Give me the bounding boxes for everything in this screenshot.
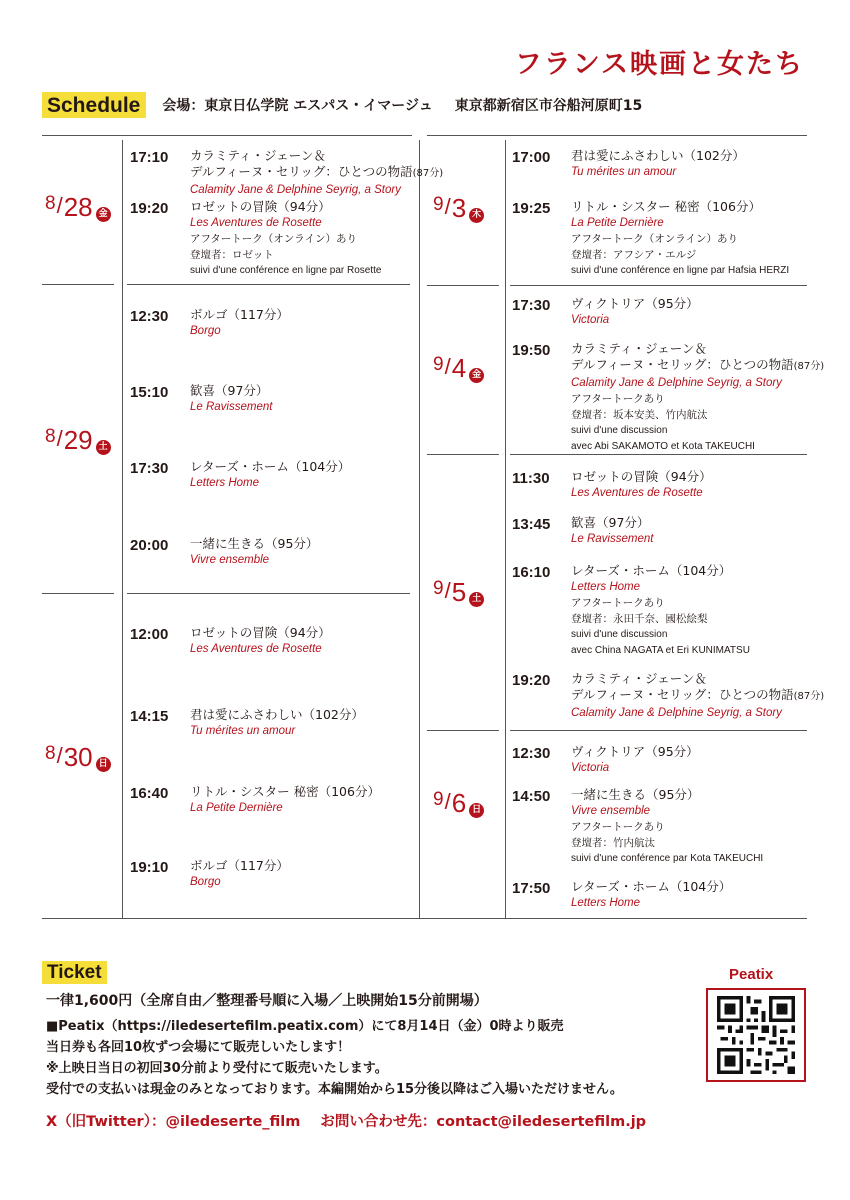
film-title-fr: Calamity Jane & Delphine Seyrig, a Story bbox=[571, 377, 782, 389]
showtime: 12:30 bbox=[512, 745, 551, 762]
event-note-jp: 登壇者：永田千奈、國松絵梨 bbox=[571, 613, 708, 625]
date-day: 30 bbox=[63, 742, 93, 772]
ticket-peatix-line: ■Peatix（https://iledesertefilm.peatix.com）にて8月14日（金）0時より販売 bbox=[46, 1019, 564, 1034]
date-slash: / bbox=[444, 354, 451, 379]
peatix-qr-frame[interactable] bbox=[706, 988, 806, 1082]
film-title-fr: Vivre ensemble bbox=[571, 805, 651, 817]
date-month: 9 bbox=[433, 578, 444, 599]
schedule-badge: Schedule bbox=[42, 92, 146, 118]
film-title-jp: ロゼットの冒険（94分） bbox=[190, 625, 331, 640]
film-title-jp: ボルゴ（117分） bbox=[190, 858, 289, 873]
screening-info bbox=[190, 459, 350, 491]
event-note-fr: avec China NAGATA et Eri KUNIMATSU bbox=[571, 645, 750, 656]
film-duration: (87分) bbox=[412, 168, 444, 179]
divider-middle bbox=[419, 140, 420, 918]
date-month: 8 bbox=[45, 193, 56, 214]
day-of-week-badge: 日 bbox=[96, 757, 111, 772]
film-duration: (87分) bbox=[793, 361, 825, 372]
screening-info bbox=[571, 879, 731, 911]
showtime: 12:30 bbox=[130, 308, 169, 325]
event-note-fr: suivi d'une conférence en ligne par Rosette bbox=[190, 265, 382, 276]
showtime: 19:25 bbox=[512, 200, 551, 217]
screening-info bbox=[190, 858, 289, 890]
rule-left-day-2 bbox=[42, 593, 114, 594]
event-note-jp: 登壇者：坂本安美、竹内航汰 bbox=[571, 409, 708, 421]
event-note-jp: アフタートーク（オンライン）あり bbox=[571, 233, 738, 245]
film-title-jp: カラミティ・ジェーン＆ bbox=[571, 671, 708, 686]
day-of-week-badge: 日 bbox=[469, 803, 484, 818]
event-note-fr: suivi d'une discussion bbox=[571, 629, 668, 640]
screening-info bbox=[190, 625, 331, 657]
film-title-jp: デルフィーヌ・セリッグ：ひとつの物語(87分) bbox=[190, 164, 444, 179]
rule-right-day-3 bbox=[427, 730, 499, 731]
film-title-jp: ヴィクトリア（95分） bbox=[571, 744, 699, 759]
day-of-week-badge: 土 bbox=[469, 592, 484, 607]
film-title-jp: レターズ・ホーム（104分） bbox=[571, 563, 732, 578]
ticket-note-line: ※上映日当日の初回30分前より受付にて販売いたします。 bbox=[46, 1061, 388, 1076]
screening-info bbox=[190, 199, 381, 279]
film-title-fr: Tu mérites un amour bbox=[571, 166, 677, 178]
ticket-payment-line: 受付での支払いは現金のみとなっております。本編開始から15分後以降はご入場いただけません。 bbox=[46, 1082, 623, 1097]
event-note-jp: 登壇者：竹内航汰 bbox=[571, 837, 655, 849]
event-note-fr: suivi d'une conférence par Kota TAKEUCHI bbox=[571, 853, 764, 864]
film-title-jp: ボルゴ（117分） bbox=[190, 307, 289, 322]
rule-top-left bbox=[42, 135, 412, 136]
date-slash: / bbox=[444, 789, 451, 814]
showtime: 13:45 bbox=[512, 516, 551, 533]
film-title-fr: Borgo bbox=[190, 876, 221, 888]
screening-info bbox=[190, 784, 380, 816]
film-title-fr: Victoria bbox=[571, 762, 610, 774]
ticket-door-line: 当日券も各回10枚ずつ会場にて販売しいたします！ bbox=[46, 1040, 351, 1055]
date-slash: / bbox=[56, 743, 63, 768]
date-day: 4 bbox=[451, 353, 467, 383]
event-note-jp: 登壇者：アフシア・エルジ bbox=[571, 249, 697, 261]
event-note-fr: avec Abi SAKAMOTO et Kota TAKEUCHI bbox=[571, 441, 755, 452]
film-title-fr: Letters Home bbox=[571, 581, 641, 593]
day-of-week-badge: 金 bbox=[469, 368, 484, 383]
date-month: 9 bbox=[433, 354, 444, 375]
screening-info bbox=[190, 707, 364, 739]
film-title-fr: Calamity Jane & Delphine Seyrig, a Story bbox=[571, 707, 782, 719]
film-title-jp: 歓喜（97分） bbox=[190, 383, 269, 398]
film-title-jp: 君は愛にふさわしい（102分） bbox=[190, 707, 364, 722]
rule-top-right bbox=[427, 135, 807, 136]
day-of-week-badge: 木 bbox=[469, 208, 484, 223]
film-title-jp: リトル・シスター 秘密（106分） bbox=[571, 199, 761, 214]
page-title: フランス映画と女たち bbox=[514, 49, 804, 80]
date-month: 9 bbox=[433, 194, 444, 215]
screening-info bbox=[571, 563, 750, 659]
screening-info bbox=[571, 296, 699, 328]
screening-info bbox=[571, 148, 745, 180]
showtime: 20:00 bbox=[130, 537, 169, 554]
film-title-fr: Victoria bbox=[571, 314, 610, 326]
showtime: 19:10 bbox=[130, 859, 169, 876]
venue-name: 会場：東京日仏学院 エスパス・イマージュ bbox=[162, 98, 433, 114]
film-title-jp: デルフィーヌ・セリッグ：ひとつの物語(87分) bbox=[571, 687, 825, 702]
ticket-price-line: 一律1,600円（全席自由／整理番号順に入場／上映開始15分前開場） bbox=[46, 993, 488, 1009]
film-title-fr: Tu mérites un amour bbox=[190, 725, 296, 737]
date-slash: / bbox=[56, 426, 63, 451]
film-title-jp: ロゼットの冒険（94分） bbox=[190, 199, 331, 214]
showtime: 17:30 bbox=[512, 297, 551, 314]
showtime: 17:10 bbox=[130, 149, 169, 166]
divider-right bbox=[505, 140, 506, 918]
film-title-fr: Letters Home bbox=[571, 897, 641, 909]
day-of-week-badge: 土 bbox=[96, 440, 111, 455]
date-label bbox=[433, 577, 484, 608]
date-label bbox=[45, 742, 111, 773]
screening-info bbox=[571, 469, 712, 501]
film-duration: (87分) bbox=[793, 691, 825, 702]
peatix-label: Peatix bbox=[729, 966, 774, 983]
film-title-jp: 一緒に生きる（95分） bbox=[571, 787, 700, 802]
film-title-jp: カラミティ・ジェーン＆ bbox=[571, 341, 708, 356]
screening-info bbox=[571, 515, 653, 547]
ticket-badge: Ticket bbox=[42, 961, 107, 984]
film-title-jp: ロゼットの冒険（94分） bbox=[571, 469, 712, 484]
showtime: 14:15 bbox=[130, 708, 169, 725]
date-day: 5 bbox=[451, 577, 467, 607]
film-title-fr: Calamity Jane & Delphine Seyrig, a Story bbox=[190, 184, 401, 196]
date-day: 29 bbox=[63, 425, 93, 455]
showtime: 17:30 bbox=[130, 460, 169, 477]
date-slash: / bbox=[444, 578, 451, 603]
date-label bbox=[433, 193, 484, 224]
film-title-fr: Borgo bbox=[190, 325, 221, 337]
screening-info bbox=[190, 148, 443, 198]
qr-code-icon[interactable] bbox=[717, 996, 795, 1074]
film-title-fr: La Petite Dernière bbox=[190, 802, 283, 814]
screening-info bbox=[571, 199, 789, 279]
date-label bbox=[45, 192, 111, 223]
rule-bottom bbox=[42, 918, 807, 919]
rule-right-show-3 bbox=[510, 730, 807, 731]
date-month: 9 bbox=[433, 789, 444, 810]
rule-left-show-2 bbox=[127, 593, 410, 594]
rule-right-day-2 bbox=[427, 454, 499, 455]
showtime: 17:00 bbox=[512, 149, 551, 166]
divider-left bbox=[122, 140, 123, 918]
showtime: 15:10 bbox=[130, 384, 169, 401]
showtime: 16:10 bbox=[512, 564, 551, 581]
screening-info bbox=[571, 671, 824, 721]
date-slash: / bbox=[444, 194, 451, 219]
rule-right-show-1 bbox=[510, 285, 807, 286]
film-title-jp: レターズ・ホーム（104分） bbox=[571, 879, 732, 894]
date-month: 8 bbox=[45, 426, 56, 447]
film-title-fr: Letters Home bbox=[190, 477, 260, 489]
showtime: 19:50 bbox=[512, 342, 551, 359]
twitter-handle[interactable]: X（旧Twitter）：@iledeserte_film bbox=[46, 1114, 301, 1130]
date-day: 6 bbox=[451, 788, 467, 818]
film-title-fr: La Petite Dernière bbox=[571, 217, 664, 229]
rule-left-day-1 bbox=[42, 284, 114, 285]
event-note-jp: アフタートークあり bbox=[571, 393, 665, 405]
showtime: 12:00 bbox=[130, 626, 169, 643]
showtime: 19:20 bbox=[130, 200, 169, 217]
showtime: 14:50 bbox=[512, 788, 551, 805]
film-title-fr: Les Aventures de Rosette bbox=[190, 643, 322, 655]
event-note-fr: suivi d'une discussion bbox=[571, 425, 668, 436]
showtime: 11:30 bbox=[512, 470, 550, 487]
screening-info bbox=[190, 536, 318, 568]
event-note-fr: suivi d'une conférence en ligne par Hafsia HERZI bbox=[571, 265, 790, 276]
showtime: 19:20 bbox=[512, 672, 551, 689]
showtime: 16:40 bbox=[130, 785, 169, 802]
showtime: 17:50 bbox=[512, 880, 551, 897]
screening-info bbox=[190, 307, 289, 339]
rule-left-show-1 bbox=[127, 284, 410, 285]
film-title-jp: レターズ・ホーム（104分） bbox=[190, 459, 351, 474]
venue-address: 東京都新宿区市谷船河原町15 bbox=[454, 98, 643, 114]
event-note-jp: 登壇者：ロゼット bbox=[190, 249, 274, 261]
schedule-header bbox=[42, 92, 642, 118]
contact-line bbox=[46, 1110, 646, 1131]
date-label bbox=[433, 353, 484, 384]
day-of-week-badge: 金 bbox=[96, 207, 111, 222]
date-day: 28 bbox=[63, 192, 93, 222]
film-title-jp: 一緒に生きる（95分） bbox=[190, 536, 319, 551]
screening-info bbox=[571, 744, 699, 776]
film-title-fr: Le Ravissement bbox=[571, 533, 654, 545]
film-title-jp: リトル・シスター 秘密（106分） bbox=[190, 784, 380, 799]
rule-right-day-1 bbox=[427, 285, 499, 286]
date-label bbox=[433, 788, 484, 819]
date-slash: / bbox=[56, 193, 63, 218]
screening-info bbox=[190, 383, 272, 415]
film-title-fr: Le Ravissement bbox=[190, 401, 273, 413]
event-note-jp: アフタートークあり bbox=[571, 821, 665, 833]
film-title-fr: Vivre ensemble bbox=[190, 554, 270, 566]
film-title-jp: 君は愛にふさわしい（102分） bbox=[571, 148, 745, 163]
film-title-jp: カラミティ・ジェーン＆ bbox=[190, 148, 327, 163]
screening-info bbox=[571, 787, 763, 867]
date-month: 8 bbox=[45, 743, 56, 764]
date-label bbox=[45, 425, 111, 456]
contact-email[interactable]: お問い合わせ先：contact@iledesertefilm.jp bbox=[320, 1114, 647, 1130]
event-note-jp: アフタートーク（オンライン）あり bbox=[190, 233, 357, 245]
film-title-fr: Les Aventures de Rosette bbox=[571, 487, 703, 499]
event-note-jp: アフタートークあり bbox=[571, 597, 665, 609]
screening-info bbox=[571, 341, 824, 455]
film-title-jp: ヴィクトリア（95分） bbox=[571, 296, 699, 311]
film-title-jp: 歓喜（97分） bbox=[571, 515, 650, 530]
film-title-fr: Les Aventures de Rosette bbox=[190, 217, 322, 229]
date-day: 3 bbox=[451, 193, 467, 223]
film-title-jp: デルフィーヌ・セリッグ：ひとつの物語(87分) bbox=[571, 357, 825, 372]
venue-line bbox=[162, 95, 642, 115]
